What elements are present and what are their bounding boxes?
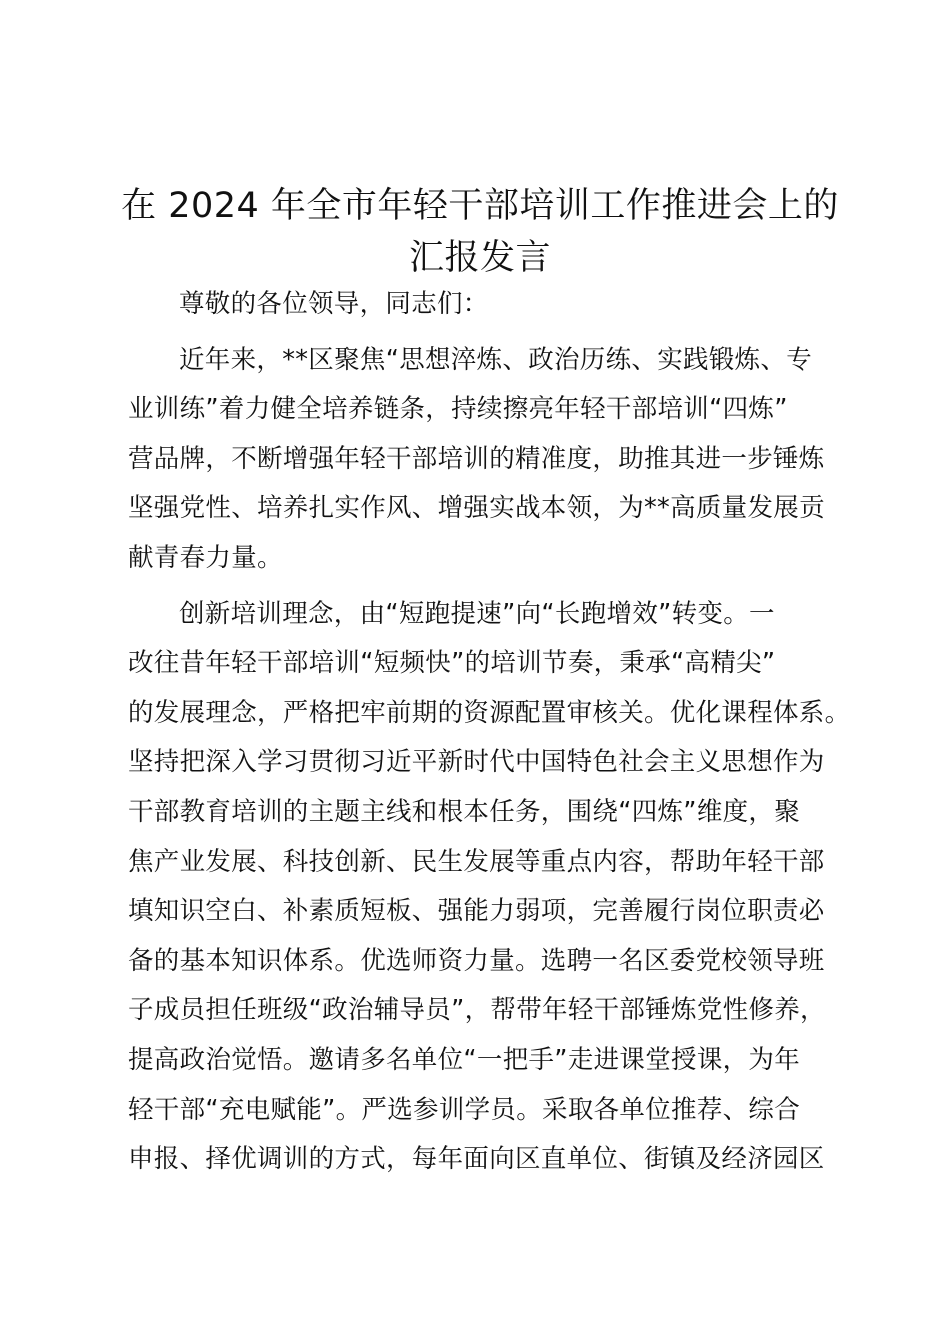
paragraph-training-concept [128,590,853,1185]
document-title [100,180,860,284]
greeting [128,280,853,330]
document-body [128,280,853,1185]
paragraph-line: 近年来，**区聚焦“思想淬炼、政治历练、实践锻炼、专 [179,344,813,375]
paragraph-line: 申报、择优调训的方式，每年面向区直单位、街镇及经济园区 [128,1144,825,1175]
paragraph-line: 的发展理念，严格把牢前期的资源配置审核关。优化课程体系。 [128,697,851,728]
paragraph-line: 坚持把深入学习贯彻习近平新时代中国特色社会主义思想作为 [128,747,825,778]
paragraph-line: 备的基本知识体系。优选师资力量。选聘一名区委党校领导班 [128,945,825,976]
paragraph-line: 献青春力量。 [128,542,283,573]
paragraph-line: 轻干部“充电赋能”。严选参训学员。采取各单位推荐、综合 [128,1094,801,1125]
paragraph-line: 业训练”着力健全培养链条，持续擦亮年轻干部培训“四炼” [128,394,788,425]
paragraph-line: 坚强党性、培养扎实作风、增强实战本领，为**高质量发展贡 [128,493,825,524]
paragraph-line: 子成员担任班级“政治辅导员”，帮带年轻干部锤炼党性修养， [128,995,826,1026]
title-line-2: 汇报发言 [408,238,551,278]
paragraph-line: 提高政治觉悟。邀请多名单位“一把手”走进课堂授课，为年 [128,1044,801,1075]
paragraph-line: 营品牌，不断增强年轻干部培训的精准度，助推其进一步锤炼 [128,443,825,474]
paragraph-line: 改往昔年轻干部培训“短频快”的培训节奏，秉承“高精尖” [128,648,776,679]
paragraph-line: 创新培训理念，由“短跑提速”向“长跑增效”转变。一 [179,598,775,629]
paragraph-line: 干部教育培训的主题主线和根本任务，围绕“四炼”维度，聚 [128,796,801,827]
title-line-1: 在 2024 年全市年轻干部培训工作推进会上的 [121,186,839,226]
paragraph-line: 填知识空白、补素质短板、强能力弱项，完善履行岗位职责必 [128,896,825,927]
paragraph-intro [128,336,853,584]
paragraph-line: 焦产业发展、科技创新、民生发展等重点内容，帮助年轻干部 [128,846,825,877]
greeting-text: 尊敬的各位领导，同志们： [179,289,489,319]
